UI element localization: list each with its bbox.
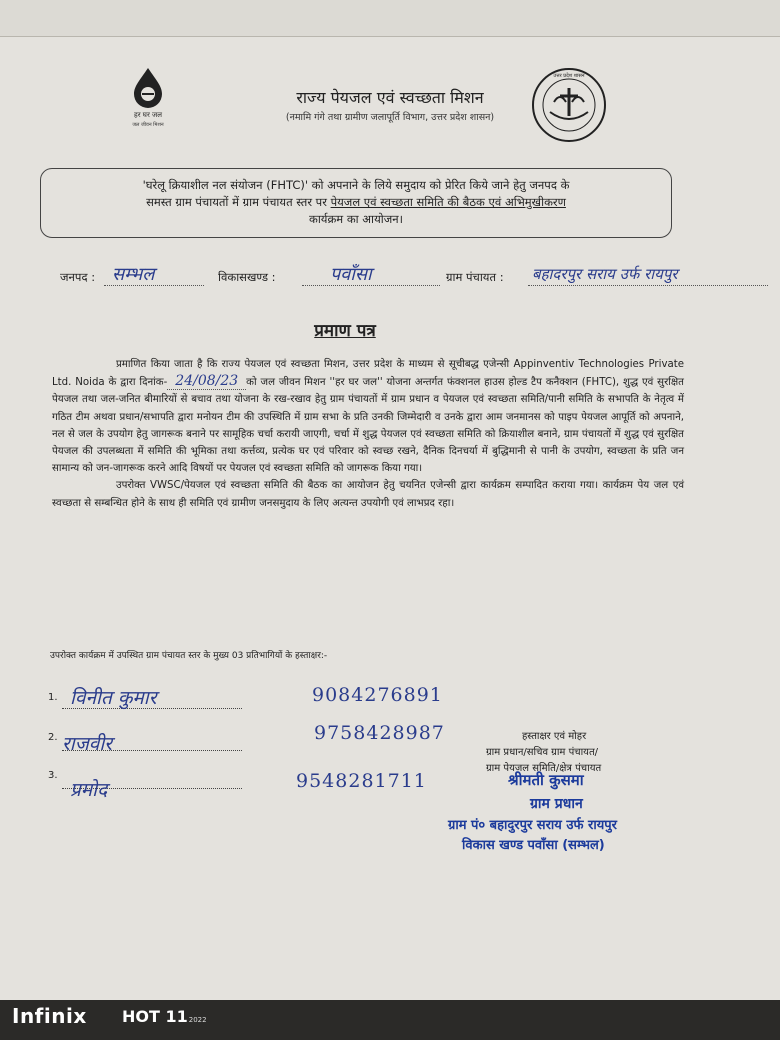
- district-label: जनपद :: [60, 270, 96, 284]
- body-paragraph-2: उपरोक्त VWSC/पेयजल एवं स्वच्छता समिति की बैठक का आयोजन हेतु चयनित एजेन्सी द्वारा कार्यक्रम सम्पादित कराया गया। कार्यक्रम पेय जल एवं स्वच्छता से सम्बन्धित होने के साथ ही समिति एवं ग्रामीण जनसमुदाय के लिए अत्यन्त उपयोगी एवं लाभप्रद रहा।: [52, 480, 684, 509]
- program-title-box: [40, 168, 672, 238]
- signatory-role-2: ग्राम पेयजल समिति/क्षेत्र पंचायत: [486, 763, 602, 774]
- participants-intro: उपरोक्त कार्यक्रम में उपस्थित ग्राम पंचायत स्तर के मुख्य 03 प्रतिभागियों के हस्ताक्षर:-: [50, 651, 328, 661]
- box-line-2-underlined: पेयजल एवं स्वच्छता समिति की बैठक एवं अभिमुखीकरण: [330, 195, 566, 209]
- gram-panchayat-value: बहादरपुर सराय उर्फ रायपुर: [532, 265, 678, 283]
- box-line-2-prefix: समस्त ग्राम पंचायतों में ग्राम पंचायत स्तर पर: [146, 195, 331, 209]
- body-p1-part-b: को जल जीवन मिशन ''हर घर जल'' योजना अन्तर्गत फंक्शनल हाउस होल्ड टैप कनैक्शन (FHTC), शुद्ध एवं सुरक्षित पेयजल तथा जल-जनित बीमारियों से बचाव तथा योजना के रख-रखाव हेतु ग्राम पंचायतों में ग्राम प्रधान व पेयजल एवं स्वच्छता समिति/पानी समिति के सभापति के नेतृत्व में गठित टीम अथवा प्रधान/सभापति द्वारा मनोयन टीम की उपस्थिति में ग्राम सभा के प्रति उनकी जिम्मेदारी व उनके द्वारा आम जनमानस को पाइप पेयजल आपूर्ति को अपनाने, नल से जल के उपयोग हेतु जागरूक बनाने पर सामूहिक चर्चा करायी जाएगी, चर्चा में शुद्ध पेयजल एवं स्वच्छता समिति को क्रियाशील बनाने, ग्राम पंचायतों में शुद्ध एवं सुरक्षित पेयजल की उपलब्धता में समिति की भूमिका तथा कर्त्तव्य, प्रत्येक घर एवं परिवार को स्वच्छ रखने, दैनिक दिनचर्या में बुद्धिमानी से पानी के उपयोग, स्वच्छता के प्रति जन सामान्य को जन-जागरूक करने आदि विषयों पर पेयजल एवं स्वच्छता समिति को जागरूक किया गया।: [52, 377, 684, 475]
- participant-signature: राजवीर: [62, 733, 113, 755]
- mission-subtitle: (नमामि गंगे तथा ग्रामीण जलापूर्ति विभाग, उत्तर प्रदेश शासन): [285, 112, 495, 123]
- stamp-gram-panchayat: ग्राम पं० बहादुरपुर सराय उर्फ रायपुर: [448, 818, 617, 833]
- participant-phone: 9758428987: [314, 722, 445, 744]
- body-p1-part-a: प्रमाणित किया जाता है कि राज्य पेयजल एवं स्वच्छता मिशन, उत्तर प्रदेश के माध्यम से सूचीबद्ध एजेन्सी Appinventiv Technologies Private Ltd. Noida के द्वारा दिनांक-: [52, 359, 684, 389]
- mission-title: राज्य पेयजल एवं स्वच्छता मिशन: [296, 88, 484, 107]
- gram-panchayat-dotted-line: [528, 285, 768, 286]
- stamp-role: ग्राम प्रधान: [530, 796, 583, 812]
- camera-watermark-brand: Infinix: [12, 1004, 87, 1028]
- emblem-text: उत्तर प्रदेश शासन: [553, 73, 585, 79]
- logo-left-subtext: जल जीवन मिशन: [132, 122, 164, 128]
- certificate-body: [52, 356, 684, 512]
- participant-number: 3.: [48, 770, 58, 781]
- block-value: पवाँसा: [330, 264, 372, 285]
- body-paragraph-1: [52, 356, 684, 477]
- box-line-3: कार्यक्रम का आयोजन।: [309, 212, 403, 226]
- camera-watermark-model: [122, 1007, 207, 1026]
- logo-left-text: हर घर जल: [134, 111, 162, 119]
- signature-seal-label: हस्ताक्षर एवं मोहर: [522, 731, 587, 742]
- stamp-block: विकास खण्ड पवाँसा (सम्भल): [462, 838, 605, 853]
- certificate-heading: प्रमाण पत्र: [314, 321, 376, 341]
- participant-signature: प्रमोद: [70, 779, 108, 801]
- camera-model-year: 2022: [188, 1016, 207, 1024]
- box-line-1: 'घरेलू क्रियाशील नल संयोजन (FHTC)' को अपनाने के लिये समुदाय को प्रेरित किये जाने हेतु जनपद के: [142, 178, 570, 192]
- participant-number: 1.: [48, 692, 58, 703]
- stamp-name: श्रीमती कुसमा: [508, 771, 584, 789]
- camera-model-name: HOT 11: [122, 1007, 188, 1026]
- signatory-role-1: ग्राम प्रधान/सचिव ग्राम पंचायत/: [486, 747, 599, 758]
- box-line-2: [55, 194, 657, 211]
- participant-phone: 9084276891: [312, 684, 443, 706]
- participant-phone: 9548281711: [296, 770, 427, 792]
- block-label: विकासखण्ड :: [218, 270, 276, 284]
- participant-number: 2.: [48, 732, 58, 743]
- district-value: सम्भल: [112, 264, 155, 285]
- page-top-edge: [0, 0, 780, 37]
- gram-panchayat-label: ग्राम पंचायत :: [446, 270, 504, 284]
- program-date: 24/08/23: [167, 373, 246, 390]
- participant-signature: विनीत कुमार: [70, 687, 157, 709]
